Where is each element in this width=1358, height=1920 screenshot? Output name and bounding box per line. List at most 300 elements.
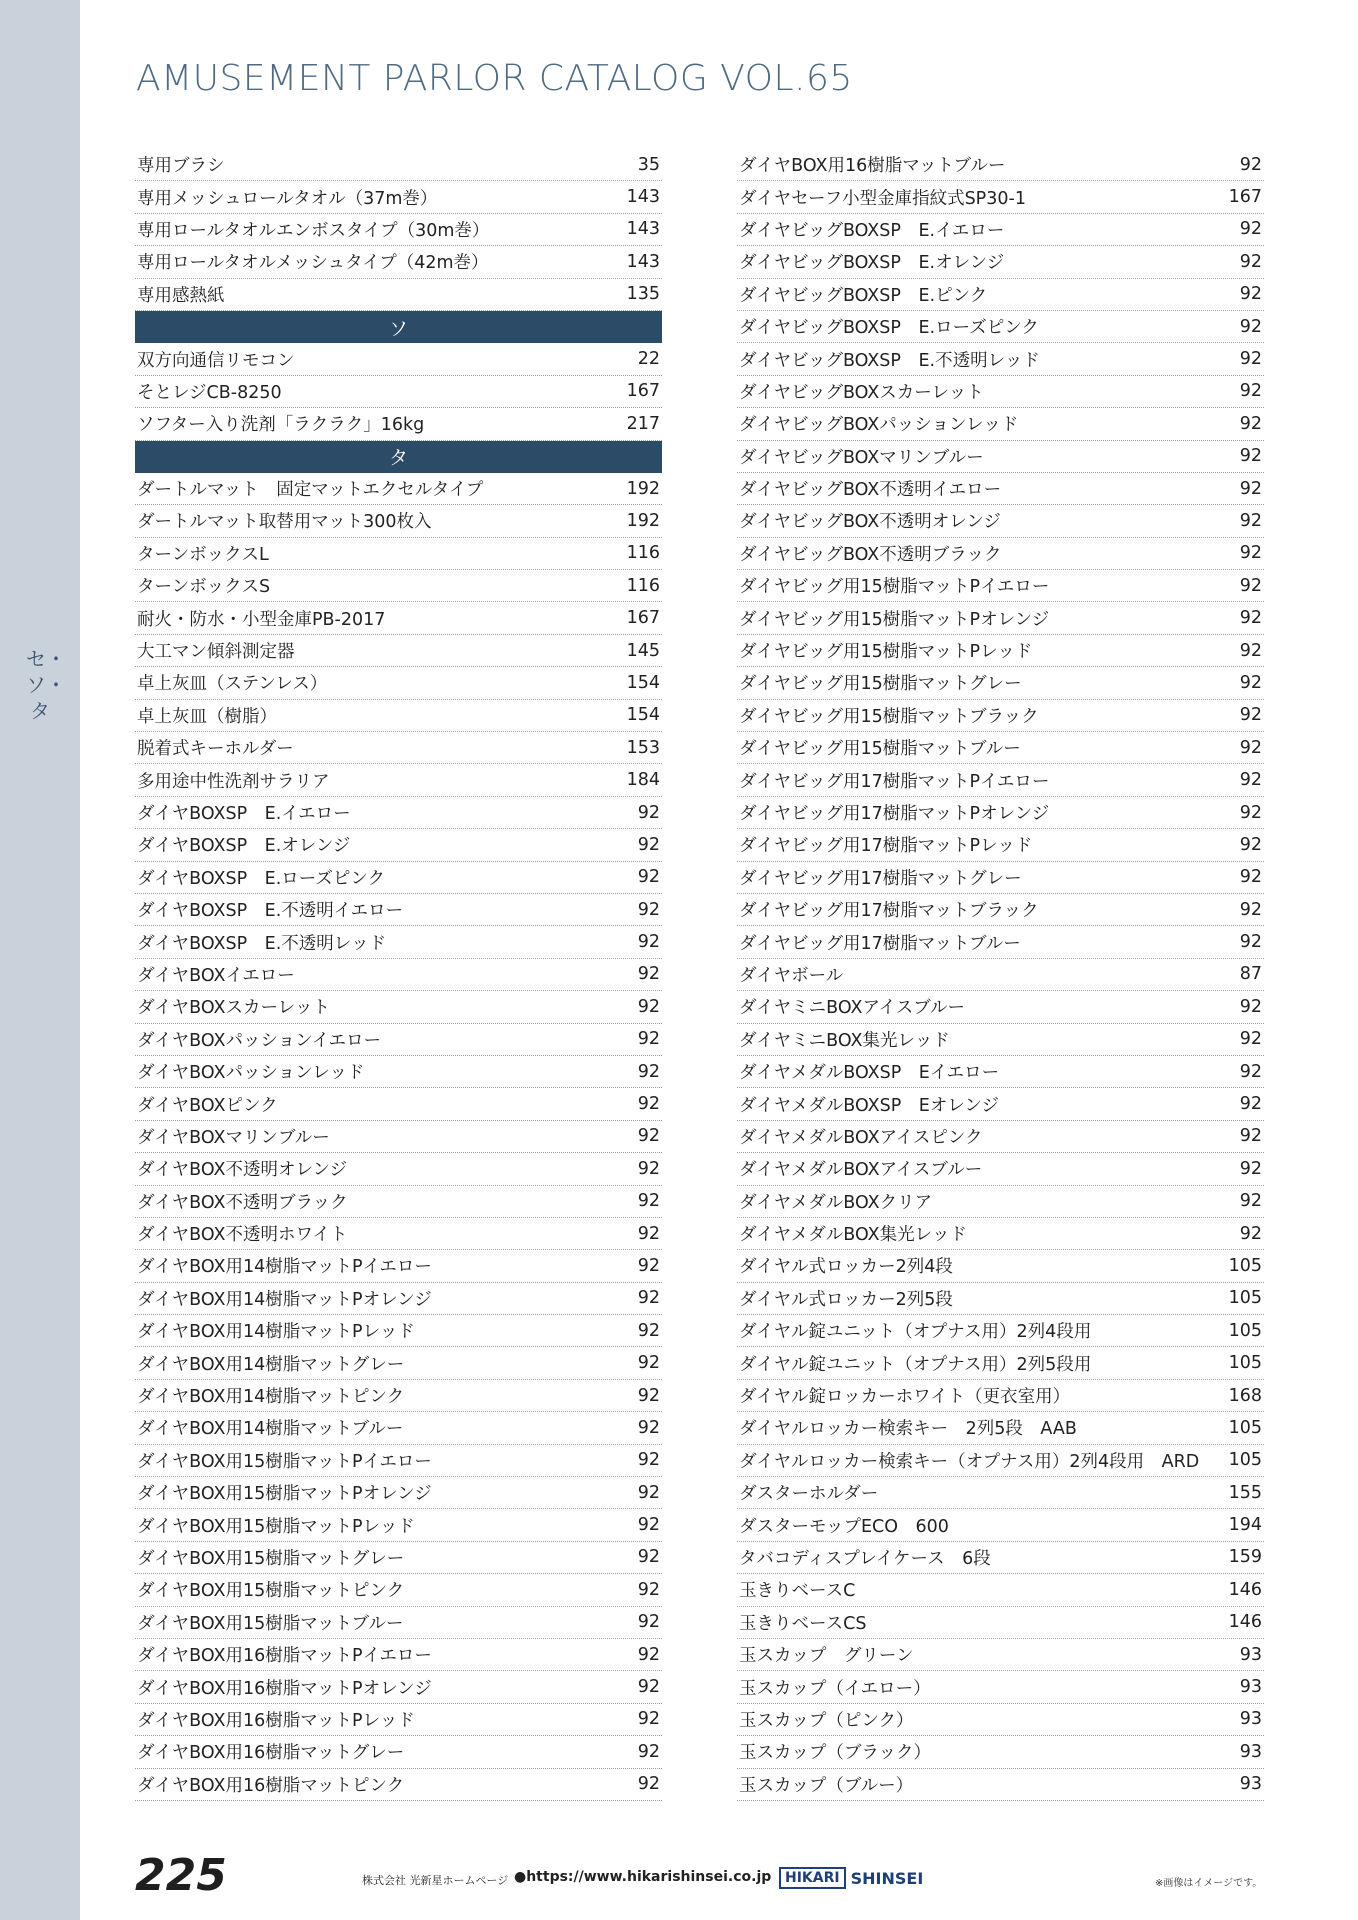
item-name: ダイヤビッグ用17樹脂マットPレッド	[739, 836, 1033, 857]
index-row	[135, 1574, 662, 1606]
item-page: 192	[626, 478, 660, 499]
item-page: 92	[637, 899, 660, 920]
item-page: 105	[1228, 1417, 1262, 1438]
item-name: 多用途中性洗剤サラリア	[137, 771, 330, 792]
index-row	[135, 1671, 662, 1703]
item-page: 92	[637, 1644, 660, 1665]
item-name: 専用ロールタオルメッシュタイプ（42m巻）	[137, 253, 489, 274]
item-name: ダイヤBOXSP E.イエロー	[137, 804, 351, 824]
index-row	[135, 1218, 662, 1250]
company-logo	[779, 1867, 923, 1889]
item-page: 92	[637, 996, 660, 1017]
index-row	[135, 1283, 662, 1315]
item-name: ダイヤBOX用16樹脂マットグレー	[137, 1743, 405, 1764]
item-page: 92	[1239, 316, 1262, 337]
item-page: 92	[1239, 575, 1262, 596]
index-row	[737, 279, 1264, 311]
item-name: 専用感熱紙	[137, 285, 225, 306]
index-row	[737, 894, 1264, 926]
item-name: ダイヤル錠ユニット（オプナス用）2列4段用	[739, 1322, 1092, 1343]
index-row	[737, 797, 1264, 829]
item-name: ダイヤBOX用14樹脂マットピンク	[137, 1387, 405, 1408]
item-page: 92	[637, 1417, 660, 1438]
index-row	[737, 764, 1264, 796]
item-name: タバコディスプレイケース 6段	[739, 1548, 991, 1569]
index-row	[135, 700, 662, 732]
section-header: ソ	[135, 311, 662, 343]
item-name: 専用メッシュロールタオル（37m巻）	[137, 188, 438, 209]
item-page: 143	[626, 187, 660, 208]
index-row	[135, 1477, 662, 1509]
item-page: 92	[1239, 770, 1262, 791]
item-page: 92	[637, 867, 660, 888]
index-row	[135, 1509, 662, 1541]
item-name: ダイヤBOX用14樹脂マットPオレンジ	[137, 1289, 432, 1310]
index-row	[135, 1736, 662, 1768]
item-name: ダイヤビッグBOXSP E.イエロー	[739, 220, 1005, 241]
item-page: 194	[1228, 1515, 1262, 1536]
item-page: 92	[637, 1126, 660, 1147]
item-name: ダイヤBOX用16樹脂マットPオレンジ	[137, 1678, 432, 1699]
item-page: 92	[637, 1677, 660, 1698]
item-page: 92	[1239, 154, 1262, 175]
index-row	[737, 991, 1264, 1023]
index-row	[737, 959, 1264, 991]
item-page: 92	[1239, 867, 1262, 888]
index-row	[135, 764, 662, 796]
index-row	[737, 829, 1264, 861]
item-name: ソフター入り洗剤「ラクラク」16kg	[137, 415, 425, 436]
item-page: 92	[637, 834, 660, 855]
index-row	[737, 1218, 1264, 1250]
item-name: 専用ブラシ	[137, 156, 225, 177]
index-row	[135, 991, 662, 1023]
item-name: 専用ロールタオルエンボスタイプ（30m巻）	[137, 220, 490, 241]
item-name: 玉スカップ（ブラック）	[739, 1743, 931, 1764]
index-row	[737, 408, 1264, 440]
index-row	[135, 667, 662, 699]
index-row	[135, 1704, 662, 1736]
item-page: 92	[1239, 543, 1262, 564]
item-name: ダイヤメダルBOX集光レッド	[739, 1225, 967, 1246]
item-name: ダイヤビッグBOX不透明ブラック	[739, 544, 1002, 565]
item-page: 92	[637, 964, 660, 985]
item-page: 92	[1239, 608, 1262, 629]
item-name: ダイヤBOX用14樹脂マットPイエロー	[137, 1257, 432, 1278]
index-row	[135, 862, 662, 894]
item-name: ダイヤビッグ用15樹脂マットブルー	[739, 739, 1021, 760]
item-name: 卓上灰皿（樹脂）	[137, 706, 277, 727]
index-row	[737, 473, 1264, 505]
item-page: 105	[1228, 1353, 1262, 1374]
item-page: 87	[1239, 964, 1262, 985]
item-page: 92	[1239, 1061, 1262, 1082]
item-page: 92	[1239, 996, 1262, 1017]
item-page: 92	[1239, 640, 1262, 661]
item-page: 92	[637, 1385, 660, 1406]
index-row	[737, 246, 1264, 278]
item-name: ダイヤBOX用15樹脂マットピンク	[137, 1581, 405, 1602]
index-row	[737, 1704, 1264, 1736]
item-name: 脱着式キーホルダー	[137, 739, 294, 760]
item-page: 92	[1239, 381, 1262, 402]
index-row	[135, 829, 662, 861]
item-name: 玉スカップ（ピンク）	[739, 1710, 914, 1731]
item-name: ダイヤビッグ用17樹脂マットPイエロー	[739, 771, 1050, 792]
item-name: ダイヤBOXSP E.ローズピンク	[137, 868, 386, 889]
index-row	[737, 1024, 1264, 1056]
item-name: ダイヤル錠ユニット（オプナス用）2列5段用	[739, 1354, 1092, 1375]
section-header: タ	[135, 441, 662, 473]
item-page: 135	[626, 284, 660, 305]
index-row	[737, 1542, 1264, 1574]
item-page: 93	[1239, 1741, 1262, 1762]
item-name: ダイヤBOXSP E.不透明イエロー	[137, 901, 404, 922]
item-name: ダイヤBOX不透明オレンジ	[137, 1160, 348, 1181]
index-row	[737, 1347, 1264, 1379]
item-page: 159	[1228, 1547, 1262, 1568]
item-name: ダイヤBOX用14樹脂マットグレー	[137, 1354, 405, 1375]
index-row	[737, 1574, 1264, 1606]
logo-box-text: HIKARI	[779, 1867, 846, 1889]
footer	[0, 1850, 1358, 1910]
item-name: ダイヤビッグBOXマリンブルー	[739, 447, 984, 468]
index-row	[135, 343, 662, 375]
item-page: 92	[637, 1482, 660, 1503]
item-page: 92	[637, 802, 660, 823]
index-row	[737, 732, 1264, 764]
item-page: 93	[1239, 1677, 1262, 1698]
item-name: ダイヤボール	[739, 965, 844, 986]
index-row	[737, 1186, 1264, 1218]
item-name: 玉スカップ（ブルー）	[739, 1775, 914, 1796]
item-name: ダイヤBOX用16樹脂マットPイエロー	[137, 1646, 432, 1667]
item-page: 92	[1239, 349, 1262, 370]
item-name: ダイヤメダルBOXクリア	[739, 1192, 933, 1213]
index-row	[135, 181, 662, 213]
item-page: 22	[637, 349, 660, 370]
index-row	[135, 1024, 662, 1056]
item-page: 92	[637, 1515, 660, 1536]
item-name: ターンボックスS	[137, 577, 271, 598]
item-name: ダイヤBOX用14樹脂マットPレッド	[137, 1322, 415, 1343]
item-page: 92	[637, 1094, 660, 1115]
item-page: 92	[637, 1579, 660, 1600]
item-name: ダスターホルダー	[739, 1484, 879, 1505]
index-column-left	[135, 149, 662, 1801]
item-name: ダイヤビッグ用15樹脂マットグレー	[739, 674, 1022, 695]
item-page: 92	[637, 1320, 660, 1341]
index-row	[737, 926, 1264, 958]
item-page: 92	[637, 1353, 660, 1374]
item-page: 92	[1239, 1191, 1262, 1212]
item-name: ダイヤBOXSP E.不透明レッド	[137, 933, 387, 954]
index-row	[737, 1315, 1264, 1347]
item-page: 92	[637, 1450, 660, 1471]
index-row	[737, 1088, 1264, 1120]
item-name: ダイヤBOX用15樹脂マットPレッド	[137, 1516, 415, 1537]
index-row	[135, 1542, 662, 1574]
item-page: 92	[1239, 1126, 1262, 1147]
index-row	[737, 602, 1264, 634]
item-page: 105	[1228, 1450, 1262, 1471]
index-row	[135, 1347, 662, 1379]
index-row	[135, 1056, 662, 1088]
index-row	[737, 1056, 1264, 1088]
item-page: 146	[1228, 1612, 1262, 1633]
item-page: 92	[1239, 834, 1262, 855]
item-page: 145	[626, 640, 660, 661]
image-note: ※画像はイメージです。	[1155, 1878, 1263, 1889]
index-row	[737, 1639, 1264, 1671]
index-row	[737, 667, 1264, 699]
item-name: ダイヤBOXSP E.オレンジ	[137, 836, 351, 857]
index-row	[135, 1769, 662, 1801]
index-row	[737, 1445, 1264, 1477]
item-name: ダイヤBOX用15樹脂マットグレー	[137, 1548, 405, 1569]
item-name: ダイヤBOX用16樹脂マットピンク	[137, 1775, 405, 1796]
item-page: 92	[637, 1741, 660, 1762]
item-name: ダイヤビッグ用15樹脂マットブラック	[739, 706, 1039, 727]
logo-text: SHINSEI	[850, 1868, 924, 1888]
item-name: ダートルマット取替用マット300枚入	[137, 512, 432, 533]
item-name: ダイヤビッグ用15樹脂マットPレッド	[739, 642, 1033, 663]
item-name: 玉きりベースCS	[739, 1613, 867, 1634]
item-page: 143	[626, 219, 660, 240]
item-name: ダイヤBOXスカーレット	[137, 998, 330, 1019]
item-page: 92	[1239, 737, 1262, 758]
index-row	[737, 700, 1264, 732]
index-row	[135, 473, 662, 505]
item-page: 92	[637, 1547, 660, 1568]
item-page: 146	[1228, 1579, 1262, 1600]
item-name: ダイヤBOX用16樹脂マットPレッド	[137, 1710, 415, 1731]
item-page: 155	[1228, 1482, 1262, 1503]
item-page: 184	[626, 770, 660, 791]
index-row	[737, 1671, 1264, 1703]
item-name: ダイヤビッグ用17樹脂マットブラック	[739, 901, 1039, 922]
item-name: ダイヤビッグ用15樹脂マットPイエロー	[739, 577, 1050, 598]
page-title: AMUSEMENT PARLOR CATALOG VOL.65	[136, 58, 853, 99]
item-name: ダイヤル式ロッカー2列4段	[739, 1257, 953, 1278]
item-page: 92	[1239, 1029, 1262, 1050]
item-name: ダスターモップECO 600	[739, 1516, 949, 1537]
index-column-right	[737, 149, 1264, 1801]
index-row	[737, 1283, 1264, 1315]
item-name: ダイヤルロッカー検索キー（オプナス用）2列4段用 ARD	[739, 1451, 1200, 1472]
item-name: ターンボックスL	[137, 544, 269, 565]
item-name: ダイヤビッグBOXSP E.オレンジ	[739, 253, 1005, 274]
item-name: ダイヤミニBOXアイスブルー	[739, 998, 966, 1019]
item-page: 92	[637, 1612, 660, 1633]
index-row	[737, 1412, 1264, 1444]
item-name: ダイヤル錠ロッカーホワイト（更衣室用）	[739, 1387, 1071, 1408]
index-row	[135, 505, 662, 537]
item-name: ダイヤル式ロッカー2列5段	[739, 1289, 953, 1310]
item-page: 167	[1228, 187, 1262, 208]
item-page: 153	[626, 737, 660, 758]
item-page: 167	[626, 608, 660, 629]
index-row	[737, 1607, 1264, 1639]
item-page: 92	[1239, 446, 1262, 467]
item-name: ダートルマット 固定マットエクセルタイプ	[137, 480, 484, 501]
item-page: 92	[637, 1255, 660, 1276]
index-row	[135, 1639, 662, 1671]
item-name: ダイヤBOXパッションイエロー	[137, 1030, 382, 1051]
item-name: ダイヤBOX用15樹脂マットPイエロー	[137, 1451, 432, 1472]
index-row	[135, 959, 662, 991]
index-row	[135, 635, 662, 667]
index-row	[737, 343, 1264, 375]
item-name: ダイヤビッグBOX不透明オレンジ	[739, 512, 1001, 533]
item-page: 154	[626, 672, 660, 693]
item-page: 93	[1239, 1774, 1262, 1795]
index-row	[135, 1315, 662, 1347]
item-name: 双方向通信リモコン	[137, 350, 295, 371]
item-page: 154	[626, 705, 660, 726]
item-page: 92	[1239, 1094, 1262, 1115]
index-row	[737, 538, 1264, 570]
index-row	[135, 894, 662, 926]
website-link[interactable]: ●https://www.hikarishinsei.co.jp	[514, 1869, 772, 1885]
index-row	[135, 1088, 662, 1120]
item-page: 92	[1239, 510, 1262, 531]
item-name: ダイヤBOXパッションレッド	[137, 1063, 365, 1084]
item-page: 192	[626, 510, 660, 531]
item-page: 92	[1239, 478, 1262, 499]
item-name: ダイヤビッグBOXSP E.ローズピンク	[739, 318, 1039, 339]
item-page: 92	[637, 1191, 660, 1212]
item-name: そとレジCB-8250	[137, 382, 282, 403]
index-row	[737, 1250, 1264, 1282]
item-page: 92	[1239, 284, 1262, 305]
index-row	[737, 1736, 1264, 1768]
index-row	[135, 732, 662, 764]
index-row	[135, 246, 662, 278]
item-page: 105	[1228, 1288, 1262, 1309]
index-row	[737, 1153, 1264, 1185]
index-row	[135, 602, 662, 634]
index-row	[135, 570, 662, 602]
item-name: ダイヤBOXマリンブルー	[137, 1127, 330, 1148]
index-row	[135, 1607, 662, 1639]
item-page: 92	[637, 1223, 660, 1244]
index-row	[737, 635, 1264, 667]
item-name: ダイヤBOXイエロー	[137, 965, 295, 986]
item-page: 168	[1228, 1385, 1262, 1406]
index-row	[737, 181, 1264, 213]
item-name: 玉スカップ（イエロー）	[739, 1678, 931, 1699]
item-name: ダイヤミニBOX集光レッド	[739, 1030, 950, 1051]
item-name: ダイヤビッグBOXスカーレット	[739, 382, 984, 403]
item-page: 217	[626, 413, 660, 434]
index-row	[135, 926, 662, 958]
item-page: 92	[1239, 932, 1262, 953]
item-page: 92	[1239, 251, 1262, 272]
item-page: 92	[637, 1029, 660, 1050]
item-name: ダイヤBOX用15樹脂マットPオレンジ	[137, 1484, 432, 1505]
item-name: 玉スカップ グリーン	[739, 1646, 914, 1667]
item-name: ダイヤセーフ小型金庫指紋式SP30-1	[739, 188, 1026, 209]
item-name: ダイヤBOX用14樹脂マットブルー	[137, 1419, 404, 1440]
item-page: 93	[1239, 1644, 1262, 1665]
item-name: 卓上灰皿（ステンレス）	[137, 674, 328, 695]
page-number: 225	[135, 1850, 227, 1901]
index-row	[135, 797, 662, 829]
item-name: ダイヤルロッカー検索キー 2列5段 AAB	[739, 1419, 1077, 1440]
item-page: 167	[626, 381, 660, 402]
item-page: 92	[637, 1288, 660, 1309]
company-label: 株式会社 光新星ホームページ	[362, 1874, 509, 1887]
index-row	[737, 214, 1264, 246]
item-name: ダイヤメダルBOXSP Eイエロー	[739, 1063, 1000, 1084]
item-page: 92	[637, 1774, 660, 1795]
index-row	[135, 214, 662, 246]
index-row	[737, 1509, 1264, 1541]
item-name: ダイヤメダルBOXアイスブルー	[739, 1160, 983, 1181]
item-name: ダイヤビッグ用17樹脂マットPオレンジ	[739, 804, 1050, 824]
index-row	[135, 1186, 662, 1218]
item-page: 92	[1239, 672, 1262, 693]
index-row	[135, 1121, 662, 1153]
index-row	[737, 505, 1264, 537]
index-row	[135, 1250, 662, 1282]
item-page: 116	[626, 575, 660, 596]
item-page: 92	[1239, 802, 1262, 823]
item-name: ダイヤBOXピンク	[137, 1095, 278, 1116]
item-name: ダイヤビッグ用17樹脂マットブルー	[739, 933, 1021, 954]
index-row	[737, 1380, 1264, 1412]
item-page: 116	[626, 543, 660, 564]
index-row	[135, 376, 662, 408]
item-name: ダイヤビッグBOXSP E.不透明レッド	[739, 350, 1040, 371]
item-page: 143	[626, 251, 660, 272]
item-name: 大工マン傾斜測定器	[137, 642, 295, 663]
index-row	[135, 1153, 662, 1185]
item-name: ダイヤビッグBOX不透明イエロー	[739, 480, 1002, 501]
index-row	[135, 1445, 662, 1477]
item-page: 35	[637, 154, 660, 175]
index-row	[737, 1477, 1264, 1509]
item-page: 105	[1228, 1255, 1262, 1276]
index-row	[737, 1121, 1264, 1153]
item-page: 93	[1239, 1709, 1262, 1730]
item-page: 92	[637, 1158, 660, 1179]
item-name: ダイヤビッグBOXSP E.ピンク	[739, 285, 988, 306]
item-page: 92	[637, 932, 660, 953]
item-page: 92	[1239, 1158, 1262, 1179]
item-page: 92	[1239, 219, 1262, 240]
item-name: ダイヤメダルBOXアイスピンク	[739, 1127, 983, 1148]
item-page: 92	[1239, 705, 1262, 726]
index-row	[135, 1380, 662, 1412]
index-row	[737, 311, 1264, 343]
index-row	[737, 441, 1264, 473]
item-name: ダイヤビッグBOXパッションレッド	[739, 415, 1019, 436]
item-name: 玉きりベースC	[739, 1581, 856, 1602]
index-row	[737, 376, 1264, 408]
sidebar	[0, 0, 80, 1920]
index-row	[135, 408, 662, 440]
index-row	[737, 862, 1264, 894]
item-name: ダイヤBOX不透明ホワイト	[137, 1225, 348, 1246]
item-name: ダイヤビッグ用17樹脂マットグレー	[739, 868, 1022, 889]
item-name: ダイヤメダルBOXSP Eオレンジ	[739, 1095, 999, 1116]
item-page: 92	[637, 1061, 660, 1082]
item-name: ダイヤビッグ用15樹脂マットPオレンジ	[739, 609, 1050, 630]
item-page: 92	[1239, 899, 1262, 920]
item-page: 92	[1239, 413, 1262, 434]
